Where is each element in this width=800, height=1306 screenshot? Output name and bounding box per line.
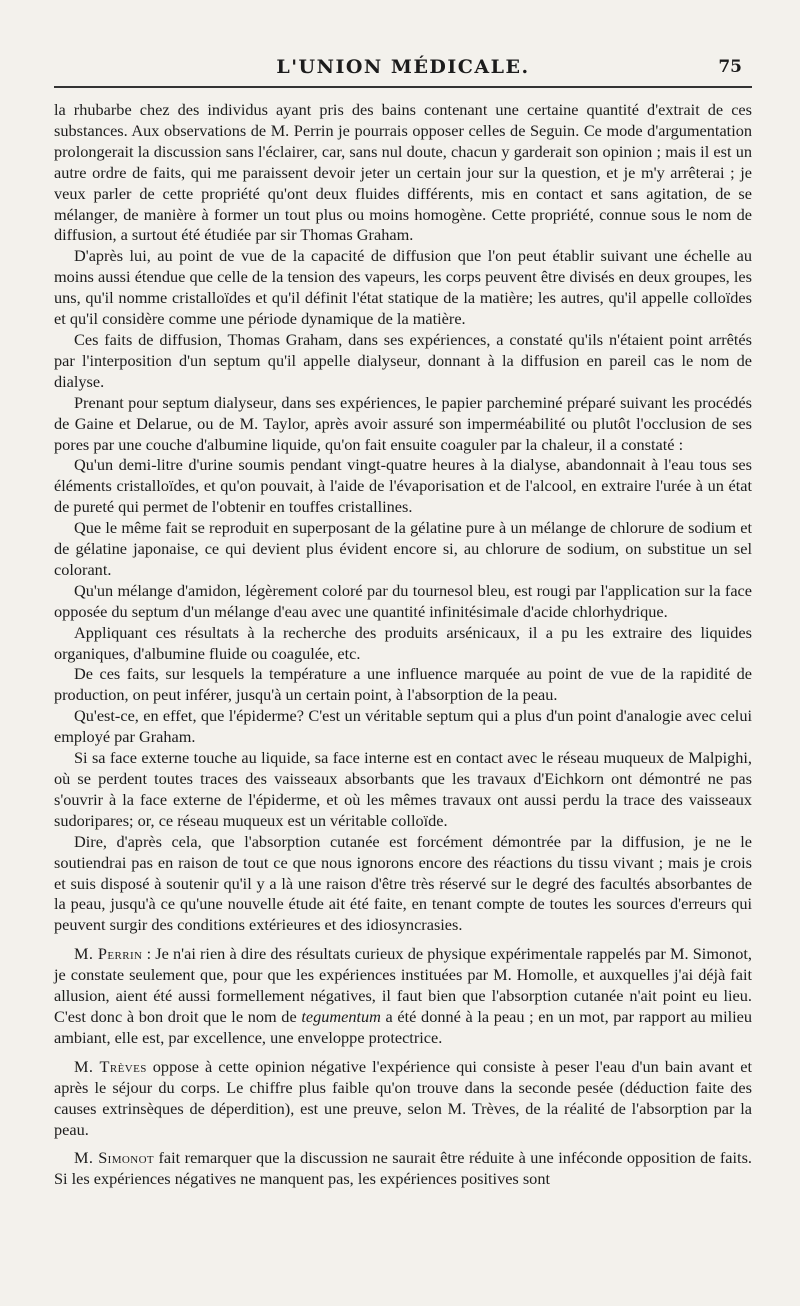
journal-title: L'UNION MÉDICALE. xyxy=(276,56,530,78)
speech-text: a été donné à la peau ; en un mot, par rapport au milieu ambiant, elle est, par excellence, une enveloppe protectrice. xyxy=(54,1006,753,1047)
intervention-perrin xyxy=(54,944,752,1049)
running-header xyxy=(54,50,752,88)
speaker-name: M. Perrin xyxy=(74,944,143,964)
paragraph: De ces faits, sur lesquels la température a une influence marquée au point de vue de la rapidité de production, on peut inférer, jusqu'à un certain point, à l'absorption de la peau. xyxy=(54,664,752,705)
paragraph: Appliquant ces résultats à la recherche des produits arsénicaux, il a pu les extraire des liquides organiques, d'albumine fluide ou coagulée, etc. xyxy=(54,622,752,663)
latin-term: tegumentum xyxy=(301,1006,381,1026)
paragraph: D'après lui, au point de vue de la capacité de diffusion que l'on peut établir suivant une échelle au moins aussi étendue que celle de la tension des vapeurs, les corps peuvent être divisés en deux groupes, les uns, qu'il nomme cristalloïdes et qu'il définit l'état statique de la matière; les autres, qu'il appelle colloïdes et qu'il considère comme une période dynamique de la matière. xyxy=(54,246,752,329)
paragraph: Si sa face externe touche au liquide, sa face interne est en contact avec le réseau muqueux de Malpighi, où se perdent toutes traces des vaisseaux absorbants que les travaux d'Eichkorn ont démontré ne pas s'ouvrir à la face externe de l'épiderme, et où les mêmes travaux ont aussi perdu la trace des vaisseaux sudoripares; or, ce réseau muqueux est un véritable colloïde. xyxy=(54,748,752,830)
paragraph: Ces faits de diffusion, Thomas Graham, dans ses expériences, a constaté qu'ils n'étaient point arrêtés par l'interposition d'un septum qu'il appelle dialyseur, donnant à la diffusion en pareil cas le nom de dialyse. xyxy=(54,329,752,391)
paragraph: Prenant pour septum dialyseur, dans ses expériences, le papier parcheminé préparé suivant les procédés de Gaine et Delarue, ou de M. Taylor, après avoir assuré son imperméabilité ou plutôt l'occlusion de ses pores par une couche d'albumine liquide, qu'on fait ensuite coaguler par la chaleur, il a constaté : xyxy=(54,392,752,454)
page-number: 75 xyxy=(718,57,742,77)
paragraph: la rhubarbe chez des individus ayant pris des bains contenant une certaine quantité d'extrait de ces substances. Aux observations de M. Perrin je pourrais opposer celles de Seguin. Ce mode d'argumentation prolongerait la discussion sans l'éclairer, car, sans nul doute, chacun y garderait son opinion ; mais il est un autre ordre de faits, qui me paraissent devoir jeter un certain jour sur la question, et je m'y arrêterai ; je veux parler de cette propriété qu'ont deux fluides différents, mis en contact et sans agitation, de se mélanger, de manière à former un tout plus ou moins homogène. Cette propriété, connue sous le nom de diffusion, a surtout été étudiée par sir Thomas Graham. xyxy=(54,100,752,245)
paragraph: Que le même fait se reproduit en superposant de la gélatine pure à un mélange de chlorure de sodium et de gélatine japonaise, ce qui devient plus évident encore si, au chlorure de sodium, on substitue un sel colorant. xyxy=(54,518,752,579)
intervention-simonot xyxy=(54,1148,752,1190)
article-body xyxy=(54,100,752,1190)
paragraph: Dire, d'après cela, que l'absorption cutanée est forcément démontrée par la diffusion, je ne le soutiendrai pas en raison de tout ce que nous ignorons encore des réactions du tissu vivant ; mais je crois et suis disposé à soutenir qu'il y a là une raison d'être très réservé sur le degré des facultés absorbantes de la peau, jusqu'à ce qu'une nouvelle étude ait été faite, en tenant compte de toutes les sources d'erreurs qui peuvent surgir des conditions extérieures et des idiosyncrasies. xyxy=(54,831,752,935)
speaker-name: M. Simonot xyxy=(74,1148,155,1168)
speaker-name: M. Trèves xyxy=(74,1056,147,1076)
paragraph: Qu'un mélange d'amidon, légèrement coloré par du tournesol bleu, est rougi par l'application sur la face opposée du septum d'un mélange d'eau avec une quantité infinitésimale d'acide chlorhydrique. xyxy=(54,580,752,621)
paragraph: Qu'est-ce, en effet, que l'épiderme? C'est un véritable septum qui a plus d'un point d'analogie avec celui employé par Graham. xyxy=(54,706,752,747)
intervention-treves xyxy=(54,1057,752,1141)
speech-text: : Je n'ai rien à dire des résultats curieux de physique expérimentale rappelés par M. Simonot, je constate seulement que, pour que les expériences instituées par M. Homolle, et auxquelles j'ai déjà fait allusion, aient été aussi formellement négatives, il faut bien que l'absorption cutanée n'ait point eu lieu. C'est donc à bon droit que le nom de xyxy=(54,944,752,1026)
speech-text: oppose à cette opinion négative l'expérience qui consiste à peser l'eau d'un bain avant et après le séjour du corps. Le chiffre plus faible qu'on trouve dans la seconde pesée (déduction faite des causes extrinsèques de déperdition), est une preuve, selon M. Trèves, de la réalité de l'absorption par la peau. xyxy=(54,1056,752,1139)
paragraph: Qu'un demi-litre d'urine soumis pendant vingt-quatre heures à la dialyse, abandonnait à l'eau tous ses éléments cristalloïdes, et qu'on pouvait, à l'aide de l'évaporisation et de l'alcool, en extraire l'urée à un état de pureté qui permet de l'obtenir en touffes cristallines. xyxy=(54,455,752,517)
speech-text: fait remarquer que la discussion ne saurait être réduite à une inféconde opposition de faits. Si les expériences négatives ne manquent pas, les expériences positives sont xyxy=(54,1148,752,1189)
